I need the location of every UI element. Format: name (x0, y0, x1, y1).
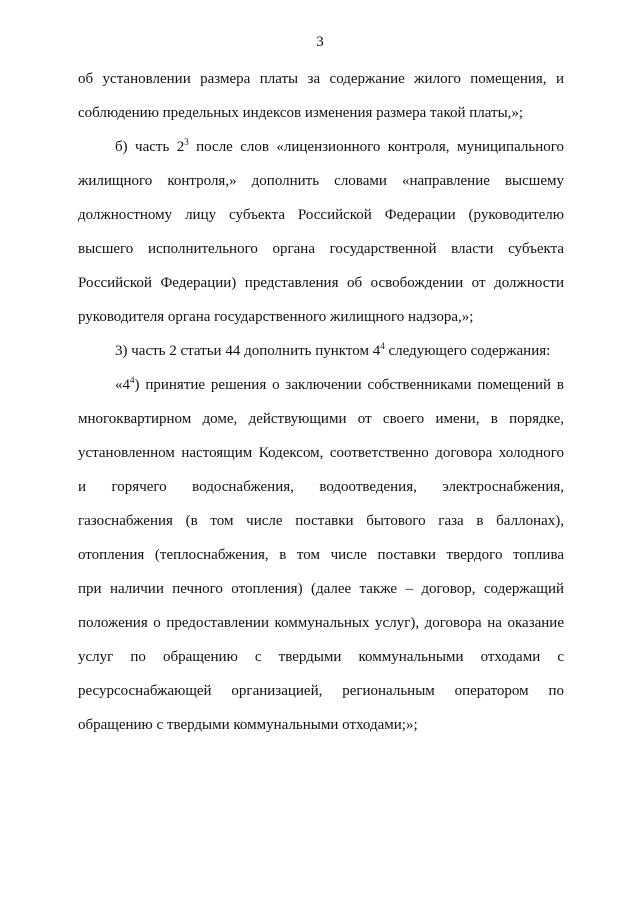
text-segment: следующего содержания: (384, 343, 551, 359)
text-line: ресурсоснабжающей организацией, региональным оператором по (78, 683, 564, 699)
text-line (115, 138, 564, 156)
text-line (115, 342, 550, 360)
text-line: Российской Федерации) представления об освобождении от должности (78, 275, 564, 291)
superscript: 4 (130, 375, 135, 385)
text-line: отопления (теплоснабжения, в том числе поставки твердого топлива (78, 547, 564, 563)
text-line: при наличии печного отопления) (далее также – договор, содержащий (78, 581, 564, 597)
text-line: услуг по обращению с твердыми коммунальными отходами с (78, 649, 564, 665)
text-line: обращению с твердыми коммунальными отходами;»; (78, 717, 418, 733)
superscript: 4 (380, 341, 385, 351)
superscript: 3 (184, 137, 189, 147)
text-line: об установлении размера платы за содержание жилого помещения, и (78, 71, 564, 87)
text-line: должностному лицу субъекта Российской Федерации (руководителю (78, 207, 564, 223)
text-line: многоквартирном доме, действующими от своего имени, в порядке, (78, 411, 564, 427)
text-line: высшего исполнительного органа государственной власти субъекта (78, 241, 564, 257)
text-line: установленном настоящим Кодексом, соответственно договора холодного (78, 445, 564, 461)
text-line: положения о предоставлении коммунальных услуг), договора на оказание (78, 615, 564, 631)
text-line: руководителя органа государственного жилищного надзора,»; (78, 309, 474, 325)
text-line (115, 376, 564, 394)
text-line: жилищного контроля,» дополнить словами «направление высшему (78, 173, 564, 189)
text-segment: 3) часть 2 статьи 44 дополнить пунктом 4 (115, 343, 381, 359)
text-segment: «4 (115, 377, 130, 393)
page-number: 3 (316, 34, 324, 50)
text-line: и горячего водоснабжения, водоотведения, электроснабжения, (78, 479, 564, 495)
text-line: газоснабжения (в том числе поставки бытового газа в баллонах), (78, 513, 564, 529)
text-segment: после слов «лицензионного контроля, муниципального (188, 139, 565, 155)
text-segment: б) часть 2 (115, 139, 185, 155)
text-line: соблюдению предельных индексов изменения размера такой платы,»; (78, 105, 524, 121)
text-segment: ) принятие решения о заключении собственниками помещений в (134, 377, 564, 393)
